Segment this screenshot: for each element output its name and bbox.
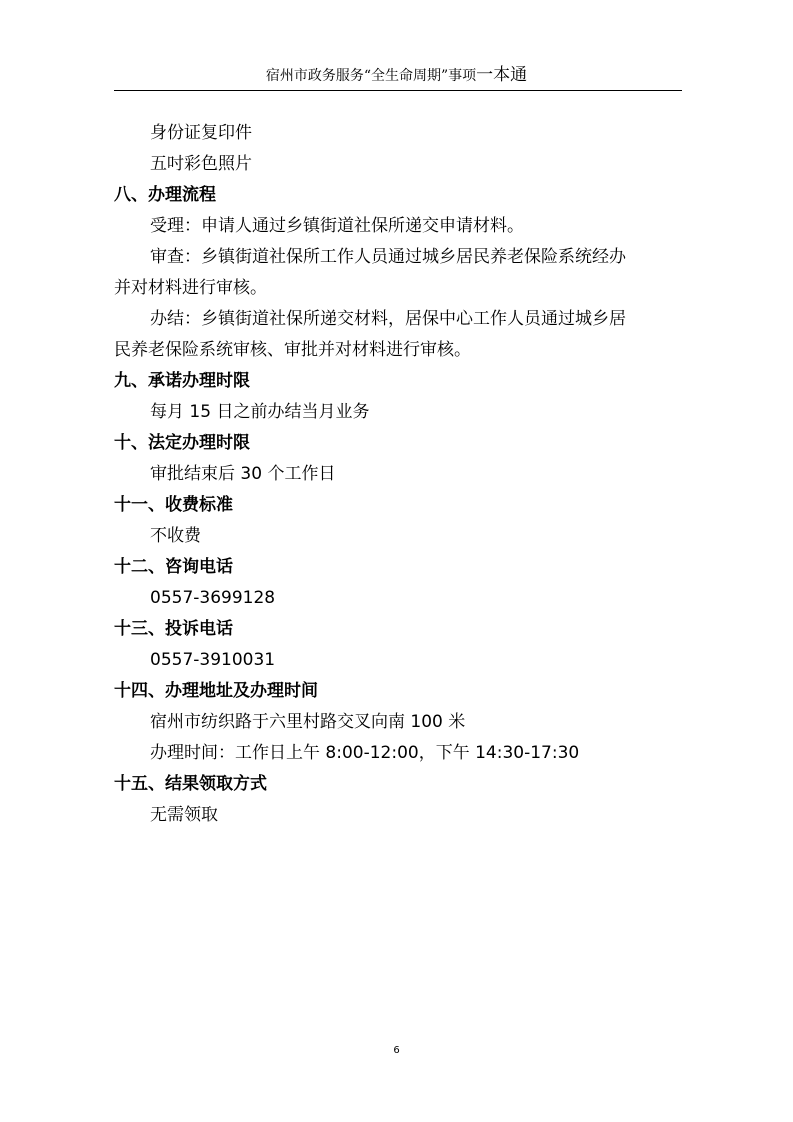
section-heading-promised-time: 九、承诺办理时限	[114, 371, 250, 391]
section-heading-process: 八、办理流程	[114, 185, 216, 205]
fees-text: 不收费	[150, 526, 201, 546]
office-address: 宿州市纺织路于六里村路交叉向南 100 米	[150, 712, 466, 732]
legal-time-text: 审批结束后 30 个工作日	[150, 464, 336, 484]
header-divider	[114, 90, 682, 91]
process-review-cont: 并对材料进行审核。	[114, 278, 267, 298]
office-hours: 办理时间：工作日上午 8:00-12:00，下午 14:30-17:30	[150, 743, 580, 763]
document-body	[114, 118, 682, 831]
complaint-phone: 0557-3910031	[150, 650, 276, 670]
section-heading-inquiry-phone: 十二、咨询电话	[114, 557, 233, 577]
page-header	[0, 60, 793, 85]
result-pickup-text: 无需领取	[150, 805, 218, 825]
process-review: 审查：乡镇街道社保所工作人员通过城乡居民养老保险系统经办	[150, 247, 626, 267]
promised-time-text: 每月 15 日之前办结当月业务	[150, 402, 370, 422]
material-item: 五吋彩色照片	[150, 154, 252, 174]
section-heading-legal-time: 十、法定办理时限	[114, 433, 250, 453]
material-item: 身份证复印件	[150, 123, 252, 143]
process-accept: 受理：申请人通过乡镇街道社保所递交申请材料。	[150, 216, 524, 236]
process-conclude-cont: 民养老保险系统审核、审批并对材料进行审核。	[114, 340, 471, 360]
inquiry-phone: 0557-3699128	[150, 588, 276, 608]
header-title: 宿州市政务服务“全生命周期”事项	[265, 68, 477, 84]
section-heading-address-hours: 十四、办理地址及办理时间	[114, 681, 318, 701]
header-title-tail: 一本通	[476, 65, 528, 85]
page-number: 6	[393, 1045, 400, 1056]
section-heading-fees: 十一、收费标准	[114, 495, 233, 515]
section-heading-complaint-phone: 十三、投诉电话	[114, 619, 233, 639]
process-conclude: 办结：乡镇街道社保所递交材料，居保中心工作人员通过城乡居	[150, 309, 626, 329]
section-heading-result-pickup: 十五、结果领取方式	[114, 774, 267, 794]
